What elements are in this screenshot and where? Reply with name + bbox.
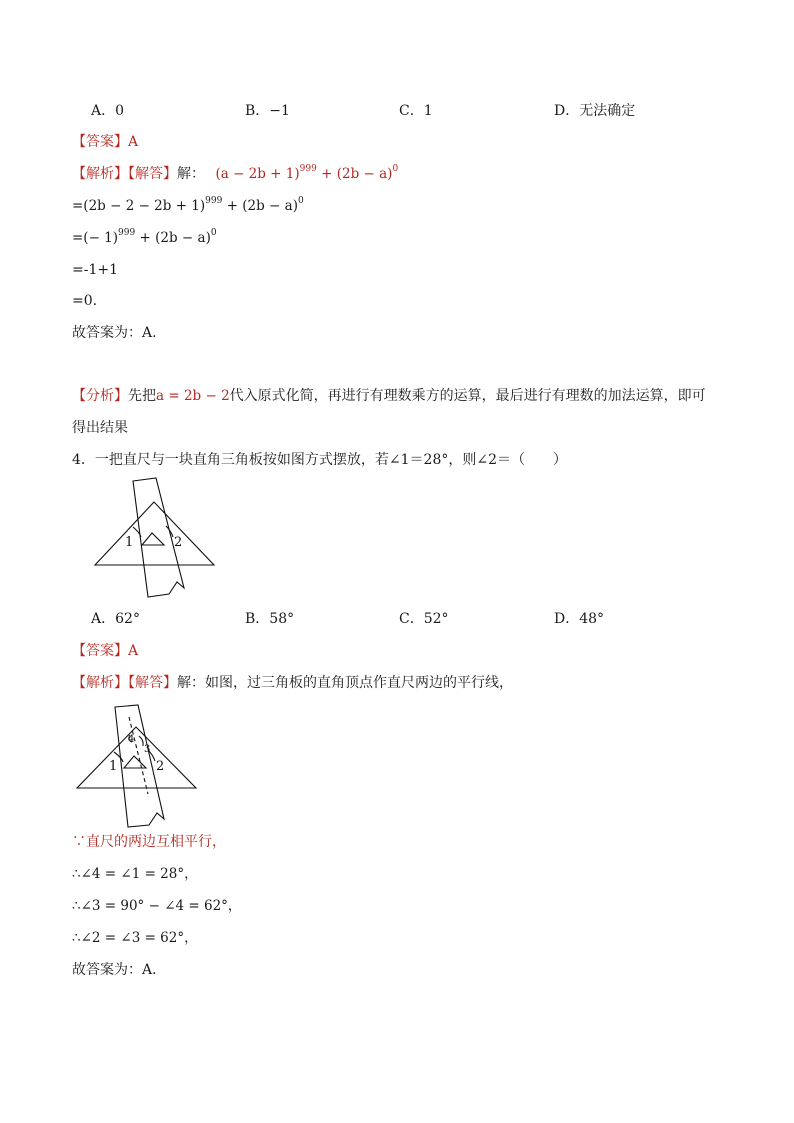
q4-analysis-line: [72, 673, 513, 693]
q4-option-a: A．62°: [91, 611, 140, 627]
q3-formula-3: =(− $1)^{999} + (2b - a)^0$: [72, 228, 217, 246]
angle1-label: 1: [125, 535, 134, 550]
option-text: 48°: [579, 611, 605, 627]
fenxi-formula: a = 2b − 2: [156, 388, 230, 404]
q3-option-d: D．无法确定: [554, 103, 636, 119]
option-letter: B: [245, 611, 256, 627]
small-triangle-shape: [124, 756, 146, 768]
q3-conclusion: 故答案为：A.: [72, 325, 157, 341]
analysis-tag: 【解析】【解答】: [72, 675, 177, 691]
answer-value: A: [128, 643, 139, 659]
answer-tag: 【答案】: [72, 134, 128, 150]
option-letter: D: [554, 103, 566, 119]
q3-option-b: B．−1: [245, 103, 290, 119]
fenxi-text: 先把: [128, 388, 156, 404]
q4-conclusion: 故答案为：A．: [72, 962, 167, 978]
q3-option-a: A．0: [91, 103, 125, 119]
q4-answer: [72, 641, 138, 661]
parallel-dashed-line: [129, 717, 151, 794]
small-triangle-shape: [142, 533, 164, 545]
option-letter: B: [245, 103, 256, 119]
option-letter: C: [399, 103, 410, 119]
q3-fenxi-line-1: [72, 386, 706, 406]
option-letter: A: [91, 611, 102, 627]
q4-step-4: ∴∠2 = ∠3 = 62°，: [72, 930, 198, 946]
q3-analysis-line: [72, 164, 398, 184]
option-letter: C: [399, 611, 410, 627]
option-letter: D: [554, 611, 566, 627]
option-text: 1: [423, 103, 433, 119]
q4-option-d: D．48°: [554, 611, 605, 627]
option-text: 58°: [269, 611, 295, 627]
q3-formula-1: $(a - 2b + 1)^{999} + (2b - a)^0$: [215, 164, 399, 182]
q4-figure: [90, 475, 220, 600]
analysis-text: 解：如图，过三角板的直角顶点作直尺两边的平行线，: [177, 675, 513, 691]
q4-step-1: ∵直尺的两边互相平行，: [72, 834, 226, 850]
fenxi-text: 代入原式化简，再进行有理数乘方的运算，最后进行有理数的加法运算，即可: [229, 388, 706, 404]
q4-step-3: ∴∠3 = 90° − ∠4 = 62°，: [72, 898, 242, 914]
solution-prefix: 解：: [177, 166, 205, 182]
analysis-tag: 【解析】【解答】: [72, 166, 177, 182]
triangle-shape: [77, 727, 196, 788]
angle1-label: 1: [109, 759, 118, 774]
angle3-label: 3: [144, 744, 151, 755]
angle3-arc: [139, 736, 143, 746]
answer-tag: 【答案】: [72, 643, 128, 659]
q3-formula-2: $=(2b - 2 - 2b + 1)^{999} + (2b - a)^0$: [72, 196, 304, 214]
q4-option-b: B．58°: [245, 611, 295, 627]
q3-formula-5: =0.: [72, 293, 98, 309]
q4-stem: 4．一把直尺与一块直角三角板按如图方式摆放，若∠1＝28°，则∠2＝（ ）: [72, 452, 567, 468]
q4-solution-figure: [72, 702, 202, 830]
q3-fenxi-line-2: 得出结果: [72, 420, 128, 436]
option-text: 62°: [115, 611, 140, 627]
angle2-label: 2: [156, 759, 165, 774]
option-text: 无法确定: [579, 103, 636, 119]
angle2-label: 2: [174, 535, 183, 550]
angle4-label: 4: [128, 734, 135, 745]
q4-option-c: C．52°: [399, 611, 449, 627]
option-text: 52°: [423, 611, 449, 627]
option-text: −1: [269, 103, 290, 119]
q3-option-c: C．1: [399, 103, 433, 119]
q3-answer: [72, 132, 138, 152]
option-letter: A: [91, 103, 102, 119]
option-text: 0: [115, 103, 125, 119]
fenxi-tag: 【分析】: [72, 388, 128, 404]
q4-step-2: ∴∠4 = ∠1 = 28°，: [72, 866, 198, 882]
answer-value: A: [128, 134, 139, 150]
q3-formula-4: =-1+1: [72, 262, 119, 278]
triangle-shape: [95, 502, 214, 565]
